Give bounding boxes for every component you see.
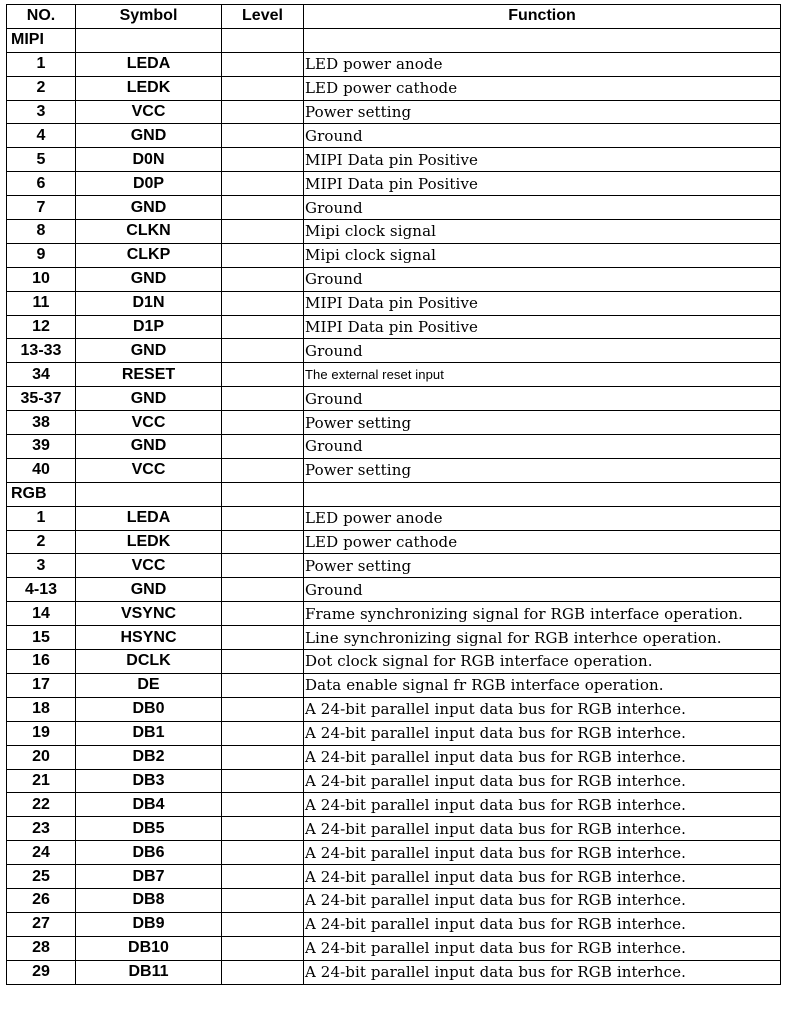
pin-level bbox=[222, 267, 304, 291]
pin-function: MIPI Data pin Positive bbox=[304, 315, 781, 339]
pin-level bbox=[222, 912, 304, 936]
table-row bbox=[7, 100, 781, 124]
pin-symbol: DB5 bbox=[76, 817, 222, 841]
pin-number: 16 bbox=[7, 650, 76, 674]
pin-function: Power setting bbox=[304, 100, 781, 124]
pin-symbol: GND bbox=[76, 387, 222, 411]
table-row bbox=[7, 267, 781, 291]
table-row bbox=[7, 52, 781, 76]
pin-function: Ground bbox=[304, 124, 781, 148]
pin-symbol: GND bbox=[76, 267, 222, 291]
pin-level bbox=[222, 960, 304, 984]
pin-symbol: LEDA bbox=[76, 52, 222, 76]
pin-function: Ground bbox=[304, 267, 781, 291]
table-row bbox=[7, 148, 781, 172]
pin-symbol: GND bbox=[76, 578, 222, 602]
pin-number: 18 bbox=[7, 697, 76, 721]
pin-symbol: GND bbox=[76, 435, 222, 459]
empty-cell bbox=[304, 28, 781, 52]
pin-level bbox=[222, 339, 304, 363]
pin-definition-table bbox=[6, 4, 781, 985]
pin-number: 21 bbox=[7, 769, 76, 793]
pin-number: 9 bbox=[7, 243, 76, 267]
pin-number: 12 bbox=[7, 315, 76, 339]
empty-cell bbox=[222, 28, 304, 52]
pin-function: A 24-bit parallel input data bus for RGB interhce. bbox=[304, 841, 781, 865]
table-body bbox=[7, 28, 781, 984]
pin-function: Power setting bbox=[304, 458, 781, 482]
pin-number: 28 bbox=[7, 936, 76, 960]
pin-number: 2 bbox=[7, 530, 76, 554]
pin-symbol: D1N bbox=[76, 291, 222, 315]
header-function: Function bbox=[304, 5, 781, 29]
pin-function: The external reset input bbox=[304, 363, 781, 387]
empty-cell bbox=[304, 482, 781, 506]
pin-level bbox=[222, 936, 304, 960]
table-row bbox=[7, 650, 781, 674]
pin-level bbox=[222, 626, 304, 650]
pin-function: Power setting bbox=[304, 411, 781, 435]
pin-number: 2 bbox=[7, 76, 76, 100]
table-row bbox=[7, 960, 781, 984]
pin-symbol: DB3 bbox=[76, 769, 222, 793]
pin-symbol: DE bbox=[76, 673, 222, 697]
pin-level bbox=[222, 721, 304, 745]
pin-level bbox=[222, 172, 304, 196]
table-header-row bbox=[7, 5, 781, 29]
pin-function: A 24-bit parallel input data bus for RGB interhce. bbox=[304, 793, 781, 817]
pin-symbol: DB6 bbox=[76, 841, 222, 865]
pin-number: 22 bbox=[7, 793, 76, 817]
pin-symbol: DB10 bbox=[76, 936, 222, 960]
pin-function: A 24-bit parallel input data bus for RGB interhce. bbox=[304, 817, 781, 841]
pin-number: 6 bbox=[7, 172, 76, 196]
pin-level bbox=[222, 76, 304, 100]
pin-symbol: CLKP bbox=[76, 243, 222, 267]
pin-number: 24 bbox=[7, 841, 76, 865]
pin-symbol: GND bbox=[76, 196, 222, 220]
pin-number: 27 bbox=[7, 912, 76, 936]
pin-symbol: LEDK bbox=[76, 530, 222, 554]
pin-number: 29 bbox=[7, 960, 76, 984]
pin-level bbox=[222, 435, 304, 459]
pin-function: A 24-bit parallel input data bus for RGB interhce. bbox=[304, 745, 781, 769]
table-row bbox=[7, 793, 781, 817]
table-row bbox=[7, 530, 781, 554]
pin-level bbox=[222, 793, 304, 817]
pin-symbol: LEDA bbox=[76, 506, 222, 530]
pin-function: Ground bbox=[304, 387, 781, 411]
pin-number: 3 bbox=[7, 554, 76, 578]
pin-function: A 24-bit parallel input data bus for RGB interhce. bbox=[304, 936, 781, 960]
pin-symbol: VCC bbox=[76, 458, 222, 482]
table-row bbox=[7, 339, 781, 363]
section-label: RGB bbox=[7, 482, 76, 506]
pin-number: 38 bbox=[7, 411, 76, 435]
pin-number: 23 bbox=[7, 817, 76, 841]
pin-function: A 24-bit parallel input data bus for RGB interhce. bbox=[304, 865, 781, 889]
pin-number: 17 bbox=[7, 673, 76, 697]
pin-symbol: D0N bbox=[76, 148, 222, 172]
pin-number: 13-33 bbox=[7, 339, 76, 363]
table-row bbox=[7, 578, 781, 602]
pin-number: 19 bbox=[7, 721, 76, 745]
header-no: NO. bbox=[7, 5, 76, 29]
pin-level bbox=[222, 817, 304, 841]
pin-function: Mipi clock signal bbox=[304, 220, 781, 244]
pin-symbol: DCLK bbox=[76, 650, 222, 674]
table-row bbox=[7, 506, 781, 530]
pin-function: Dot clock signal for RGB interface operation. bbox=[304, 650, 781, 674]
pin-number: 1 bbox=[7, 52, 76, 76]
pin-level bbox=[222, 243, 304, 267]
pin-level bbox=[222, 124, 304, 148]
pin-level bbox=[222, 673, 304, 697]
pin-symbol: GND bbox=[76, 124, 222, 148]
table-row bbox=[7, 697, 781, 721]
pin-function: A 24-bit parallel input data bus for RGB interhce. bbox=[304, 721, 781, 745]
table-row bbox=[7, 626, 781, 650]
pin-number: 11 bbox=[7, 291, 76, 315]
pin-level bbox=[222, 578, 304, 602]
table-row bbox=[7, 865, 781, 889]
pin-symbol: DB0 bbox=[76, 697, 222, 721]
pin-function: Ground bbox=[304, 435, 781, 459]
pin-level bbox=[222, 865, 304, 889]
table-row bbox=[7, 888, 781, 912]
header-level: Level bbox=[222, 5, 304, 29]
pin-number: 8 bbox=[7, 220, 76, 244]
pin-symbol: DB7 bbox=[76, 865, 222, 889]
pin-symbol: RESET bbox=[76, 363, 222, 387]
pin-level bbox=[222, 506, 304, 530]
table-row bbox=[7, 435, 781, 459]
table-row bbox=[7, 673, 781, 697]
empty-cell bbox=[76, 482, 222, 506]
pin-symbol: CLKN bbox=[76, 220, 222, 244]
pin-symbol: DB1 bbox=[76, 721, 222, 745]
table-row bbox=[7, 602, 781, 626]
table-row bbox=[7, 841, 781, 865]
table-row bbox=[7, 220, 781, 244]
table-row bbox=[7, 554, 781, 578]
pin-number: 7 bbox=[7, 196, 76, 220]
pin-function: LED power cathode bbox=[304, 530, 781, 554]
table-row bbox=[7, 243, 781, 267]
pin-symbol: GND bbox=[76, 339, 222, 363]
pin-symbol: HSYNC bbox=[76, 626, 222, 650]
pin-level bbox=[222, 52, 304, 76]
pin-number: 20 bbox=[7, 745, 76, 769]
pin-symbol: D0P bbox=[76, 172, 222, 196]
pin-symbol: VSYNC bbox=[76, 602, 222, 626]
pin-number: 5 bbox=[7, 148, 76, 172]
pin-number: 4 bbox=[7, 124, 76, 148]
table-row bbox=[7, 745, 781, 769]
table-row bbox=[7, 172, 781, 196]
pin-symbol: DB4 bbox=[76, 793, 222, 817]
table-row bbox=[7, 411, 781, 435]
pin-number: 3 bbox=[7, 100, 76, 124]
pin-symbol: DB8 bbox=[76, 888, 222, 912]
pin-level bbox=[222, 554, 304, 578]
pin-symbol: LEDK bbox=[76, 76, 222, 100]
pin-level bbox=[222, 530, 304, 554]
pin-number: 15 bbox=[7, 626, 76, 650]
pin-level bbox=[222, 148, 304, 172]
table-row bbox=[7, 291, 781, 315]
pin-function: Ground bbox=[304, 578, 781, 602]
table-row bbox=[7, 769, 781, 793]
pin-function: LED power cathode bbox=[304, 76, 781, 100]
pin-level bbox=[222, 650, 304, 674]
pin-level bbox=[222, 100, 304, 124]
pin-level bbox=[222, 220, 304, 244]
pin-level bbox=[222, 458, 304, 482]
pin-symbol: DB9 bbox=[76, 912, 222, 936]
pin-function: Ground bbox=[304, 196, 781, 220]
pin-level bbox=[222, 841, 304, 865]
pin-symbol: DB11 bbox=[76, 960, 222, 984]
pin-function: A 24-bit parallel input data bus for RGB interhce. bbox=[304, 769, 781, 793]
empty-cell bbox=[76, 28, 222, 52]
pin-function: Frame synchronizing signal for RGB interface operation. bbox=[304, 602, 781, 626]
pin-function: A 24-bit parallel input data bus for RGB interhce. bbox=[304, 960, 781, 984]
pin-number: 1 bbox=[7, 506, 76, 530]
pin-number: 4-13 bbox=[7, 578, 76, 602]
table-row bbox=[7, 363, 781, 387]
section-row bbox=[7, 28, 781, 52]
pin-level bbox=[222, 291, 304, 315]
pin-level bbox=[222, 387, 304, 411]
empty-cell bbox=[222, 482, 304, 506]
pin-level bbox=[222, 315, 304, 339]
pin-number: 40 bbox=[7, 458, 76, 482]
pin-level bbox=[222, 697, 304, 721]
table-row bbox=[7, 721, 781, 745]
table-row bbox=[7, 936, 781, 960]
pin-function: LED power anode bbox=[304, 52, 781, 76]
pin-function: Data enable signal fr RGB interface operation. bbox=[304, 673, 781, 697]
table-row bbox=[7, 387, 781, 411]
table-row bbox=[7, 76, 781, 100]
pin-function: Power setting bbox=[304, 554, 781, 578]
pin-symbol: VCC bbox=[76, 411, 222, 435]
header-symbol: Symbol bbox=[76, 5, 222, 29]
pin-symbol: VCC bbox=[76, 100, 222, 124]
pin-function: A 24-bit parallel input data bus for RGB interhce. bbox=[304, 912, 781, 936]
pin-symbol: VCC bbox=[76, 554, 222, 578]
pin-number: 39 bbox=[7, 435, 76, 459]
pin-level bbox=[222, 888, 304, 912]
pin-symbol: D1P bbox=[76, 315, 222, 339]
section-row bbox=[7, 482, 781, 506]
pin-level bbox=[222, 411, 304, 435]
pin-function: MIPI Data pin Positive bbox=[304, 148, 781, 172]
table-row bbox=[7, 817, 781, 841]
table-row bbox=[7, 124, 781, 148]
table-row bbox=[7, 458, 781, 482]
pin-function: MIPI Data pin Positive bbox=[304, 291, 781, 315]
pin-function: Mipi clock signal bbox=[304, 243, 781, 267]
pin-number: 10 bbox=[7, 267, 76, 291]
pin-function: A 24-bit parallel input data bus for RGB interhce. bbox=[304, 888, 781, 912]
pin-number: 25 bbox=[7, 865, 76, 889]
pin-function: Ground bbox=[304, 339, 781, 363]
table-row bbox=[7, 315, 781, 339]
table-row bbox=[7, 196, 781, 220]
pin-number: 34 bbox=[7, 363, 76, 387]
pin-level bbox=[222, 745, 304, 769]
pin-level bbox=[222, 602, 304, 626]
pin-level bbox=[222, 363, 304, 387]
pin-level bbox=[222, 196, 304, 220]
pin-function: A 24-bit parallel input data bus for RGB interhce. bbox=[304, 697, 781, 721]
pin-function: MIPI Data pin Positive bbox=[304, 172, 781, 196]
pin-function: Line synchronizing signal for RGB interhce operation. bbox=[304, 626, 781, 650]
section-label: MIPI bbox=[7, 28, 76, 52]
pin-number: 14 bbox=[7, 602, 76, 626]
pin-level bbox=[222, 769, 304, 793]
pin-symbol: DB2 bbox=[76, 745, 222, 769]
table-row bbox=[7, 912, 781, 936]
pin-function: LED power anode bbox=[304, 506, 781, 530]
pin-number: 26 bbox=[7, 888, 76, 912]
pin-number: 35-37 bbox=[7, 387, 76, 411]
